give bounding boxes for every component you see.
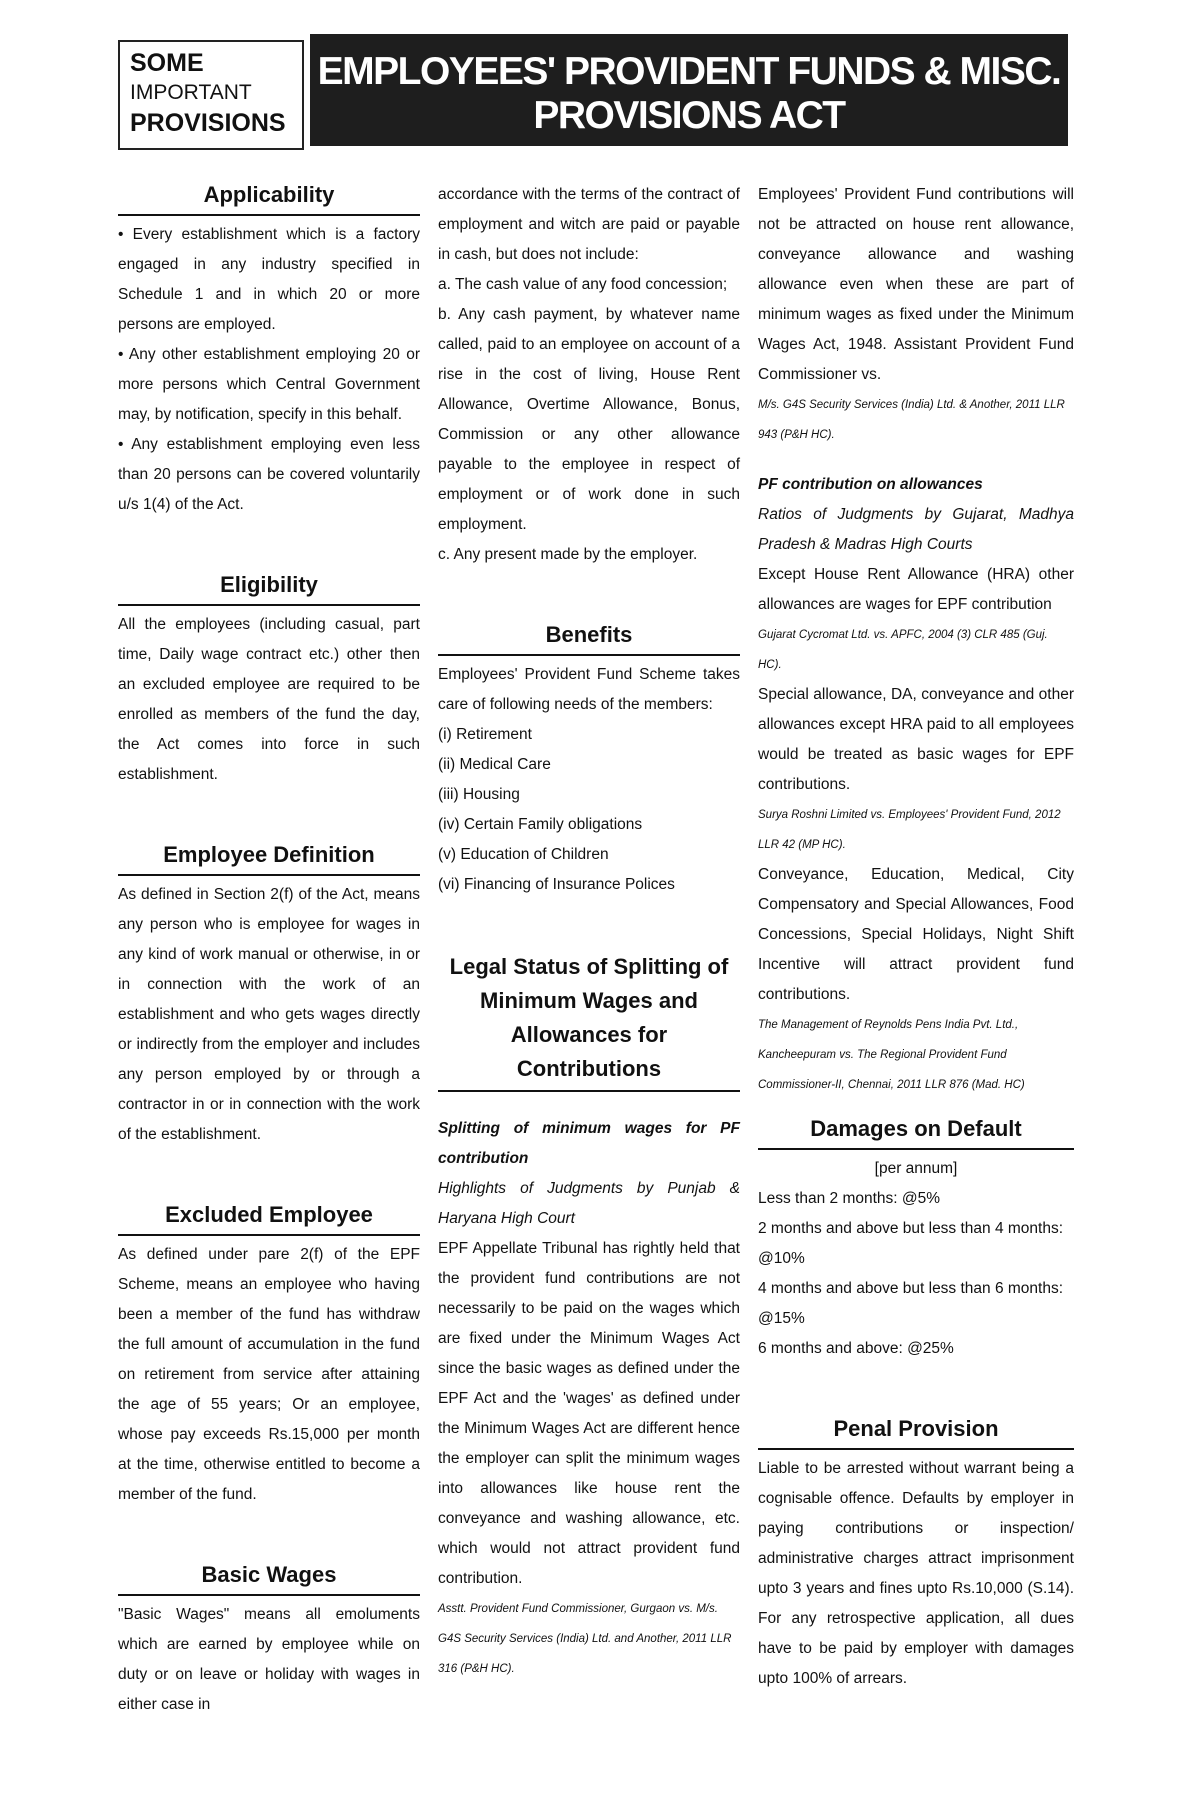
applicability-title: Applicability (118, 180, 420, 216)
benefits-item: (iv) Certain Family obligations (438, 816, 643, 833)
benefits-item: (vi) Financing of Insurance Polices (438, 876, 675, 893)
pf-allowances-cite2: Surya Roshni Limited vs. Employees' Provident Fund, 2012 LLR 42 (MP HC). (758, 809, 1061, 851)
benefits-item: (ii) Medical Care (438, 756, 551, 773)
excluded-employee-title: Excluded Employee (118, 1200, 420, 1236)
pf-allowances-cite3: The Management of Reynolds Pens India Pvt. Ltd., Kancheepuram vs. The Regional Provident Fund Commissioner-II, Chennai, 2011 LLR 876 (Mad. HC) (758, 1019, 1025, 1091)
pf-allowances-ratios: Ratios of Judgments by Gujarat, Madhya Pradesh & Madras High Courts (758, 506, 1074, 553)
header-box-line3: PROVISIONS (130, 109, 286, 137)
basic-wages-continued: accordance with the terms of the contract of employment and witch are paid or payable in cash, but does not include: (438, 186, 740, 263)
benefits-intro: Employees' Provident Fund Scheme takes care of following needs of the members: (438, 666, 740, 713)
column-1 (118, 180, 420, 1720)
excluded-employee-text: As defined under pare 2(f) of the EPF Scheme, means an employee who having been a member of the fund has withdraw the full amount of accumulation in the fund on retirement from service after attaining the age of 55 years; Or an employee, whose pay exceeds Rs.15,000 per month at the time, otherwise entitled to become a member of the fund. (118, 1246, 420, 1503)
pf-allowances-cite1: Gujarat Cycromat Ltd. vs. APFC, 2004 (3) CLR 485 (Guj. HC). (758, 629, 1048, 671)
legal-status-text: EPF Appellate Tribunal has rightly held that the provident fund contributions are not necessarily to be paid on the wages which are fixed under the Minimum Wages Act since the basic wages as defined under the EPF Act and the 'wages' as defined under the Minimum Wages Act are different hence the employer can split the minimum wages into allowances like house rent the conveyance and washing allowance, etc. which would not attract provident fund contribution. (438, 1240, 740, 1587)
benefits-title: Benefits (438, 620, 740, 656)
allowances-citation: M/s. G4S Security Services (India) Ltd. & Another, 2011 LLR 943 (P&H HC). (758, 399, 1065, 441)
header-box-line2: IMPORTANT (130, 81, 252, 104)
exclusion-b: b. Any cash payment, by whatever name called, paid to an employee on account of a rise in the cost of living, House Rent Allowance, Overtime Allowance, Bonus, Commission or any other allowance payable to the employee in respect of employment or of work done in such employment. (438, 306, 740, 533)
damages-row: Less than 2 months: @5% (758, 1190, 941, 1207)
damages-per-annum: [per annum] (874, 1160, 958, 1177)
legal-status-title: Legal Status of Splitting of Minimum Wages and Allowances for Contributions (438, 950, 740, 1092)
employee-definition-title: Employee Definition (118, 840, 420, 876)
damages-row: 4 months and above but less than 6 months: @15% (758, 1280, 1064, 1327)
legal-status-citation: Asstt. Provident Fund Commissioner, Gurgaon vs. M/s. G4S Security Services (India) Ltd. and Another, 2011 LLR 316 (P&H HC). (438, 1603, 732, 1675)
benefits-item: (v) Education of Children (438, 846, 609, 863)
page-subtitle: & THE SCHEMES, 1952 (595, 148, 783, 167)
header-title-banner (310, 34, 1068, 167)
eligibility-title: Eligibility (118, 570, 420, 606)
damages-row: 6 months and above: @25% (758, 1340, 954, 1357)
pf-allowances-subhead: PF contribution on allowances (758, 476, 983, 493)
exclusion-c: c. Any present made by the employer. (438, 546, 698, 563)
benefits-item: (iii) Housing (438, 786, 520, 803)
damages-title: Damages on Default (758, 1114, 1074, 1150)
eligibility-text: All the employees (including casual, part time, Daily wage contract etc.) other then an excluded employee are required to be enrolled as members of the fund the day, the Act comes into force in such establishment. (118, 616, 420, 783)
damages-row: 2 months and above but less than 4 months: @10% (758, 1220, 1064, 1267)
applicability-point-2: • Any other establishment employing 20 or more persons which Central Government may, by notification, specify in this behalf. (118, 346, 420, 423)
applicability-point-3: • Any establishment employing even less than 20 persons can be covered voluntarily u/s 1(4) of the Act. (118, 436, 420, 513)
page-title: EMPLOYEES' PROVIDENT FUNDS & MISC. PROVISIONS ACT (317, 50, 1061, 137)
benefits-list (438, 720, 740, 900)
exclusion-a: a. The cash value of any food concession; (438, 276, 728, 293)
header-provisions-box (118, 40, 304, 150)
benefits-item: (i) Retirement (438, 726, 532, 743)
allowances-text: Employees' Provident Fund contributions will not be attracted on house rent allowance, conveyance allowance and washing allowance even when these are part of minimum wages as fixed under the Minimum Wages Act, 1948. Assistant Provident Fund Commissioner vs. (758, 186, 1074, 383)
penal-text: Liable to be arrested without warrant being a cognisable offence. Defaults by employer in paying contributions or inspection/ administrative charges attract imprisonment upto 3 years and fines upto Rs.10,000 (S.14). For any retrospective application, all dues have to be paid by employer with damages upto 100% of arrears. (758, 1460, 1074, 1687)
column-3 (758, 180, 1074, 1694)
applicability-point-1: • Every establishment which is a factory engaged in any industry specified in Schedule 1 and in which 20 or more persons are employed. (118, 226, 420, 333)
basic-wages-title: Basic Wages (118, 1560, 420, 1596)
header-box-line1: SOME (130, 49, 204, 77)
legal-status-highlight: Highlights of Judgments by Punjab & Haryana High Court (438, 1180, 740, 1227)
pf-allowances-p1: Except House Rent Allowance (HRA) other allowances are wages for EPF contribution (758, 566, 1074, 613)
pf-allowances-p3: Conveyance, Education, Medical, City Compensatory and Special Allowances, Food Concessions, Special Holidays, Night Shift Incentive will attract provident fund contributions. (758, 866, 1074, 1003)
pf-allowances-p2: Special allowance, DA, conveyance and other allowances except HRA paid to all employees would be treated as basic wages for EPF contributions. (758, 686, 1074, 793)
basic-wages-text: "Basic Wages" means all emoluments which are earned by employee while on duty or on leave or holiday with wages in either case in (118, 1606, 420, 1713)
employee-definition-text: As defined in Section 2(f) of the Act, means any person who is employee for wages in any kind of work manual or otherwise, in or in connection with the work of an establishment and who gets wages directly or indirectly from the employer and includes any person employed by or through a contractor in or in connection with the work of the establishment. (118, 886, 420, 1143)
penal-title: Penal Provision (758, 1414, 1074, 1450)
legal-status-subhead: Splitting of minimum wages for PF contribution (438, 1120, 740, 1167)
column-2 (438, 180, 740, 1684)
